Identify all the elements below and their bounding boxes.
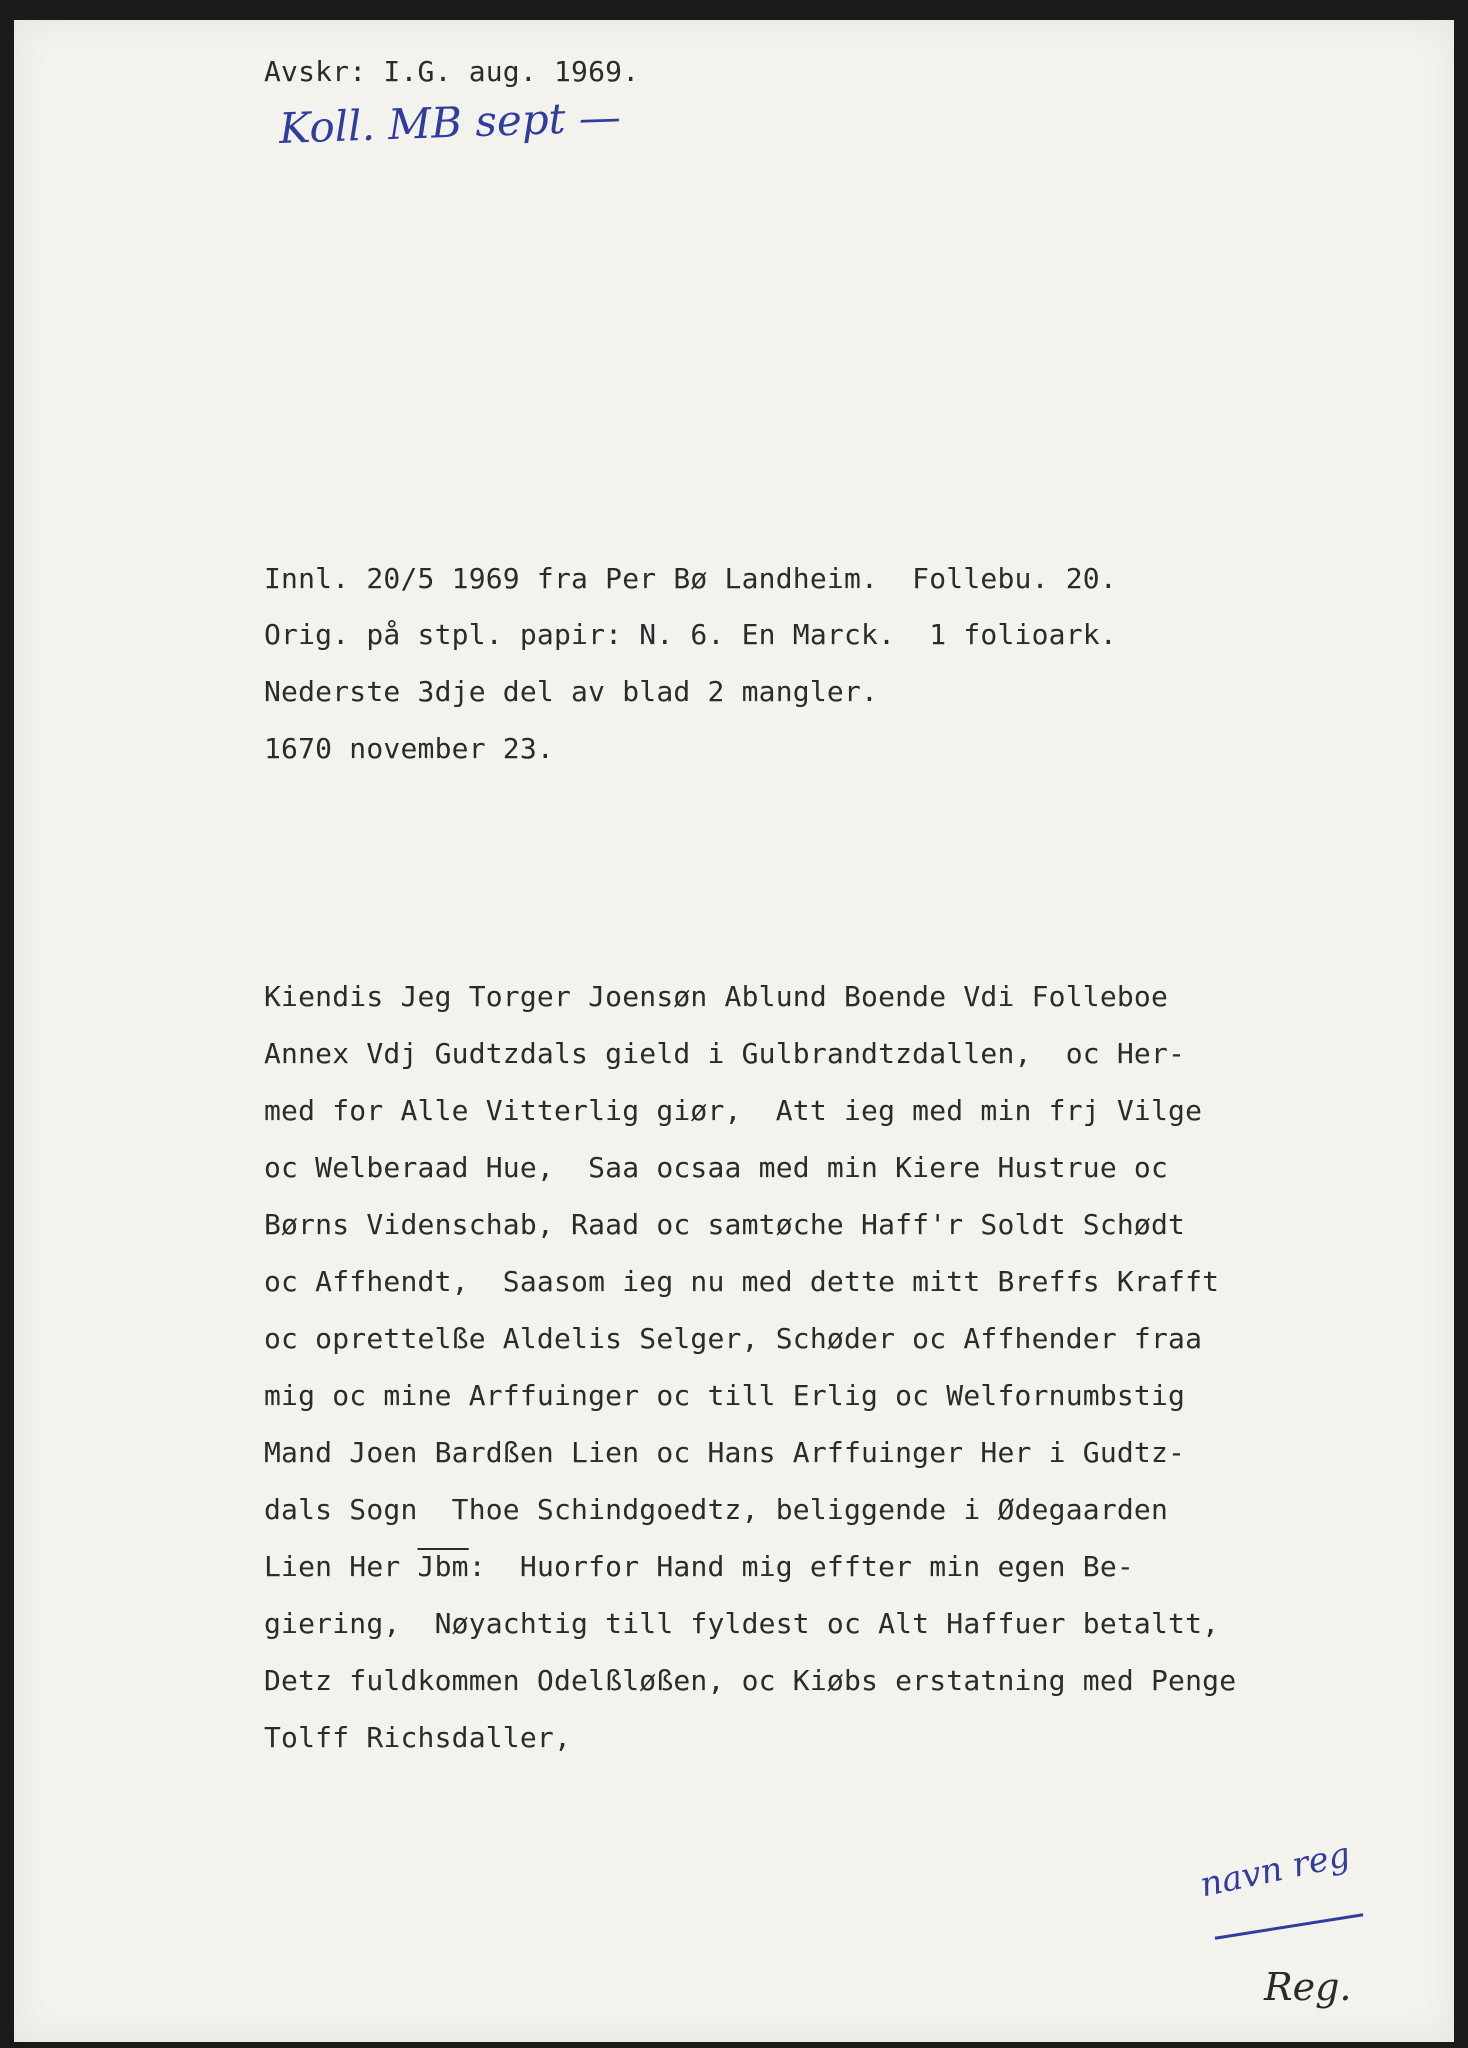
intro-line-1: Innl. 20/5 1969 fra Per Bø Landheim. Follebu. 20. bbox=[264, 562, 1117, 595]
transcription-line: oc oprettelße Aldelis Selger, Schøder oc Affhender fraa bbox=[264, 1322, 1203, 1355]
intro-line-2: Orig. på stpl. papir: N. 6. En Marck. 1 folioark. bbox=[264, 618, 1117, 651]
intro-line-3: Nederste 3dje del av blad 2 mangler. bbox=[264, 675, 879, 708]
transcription-line: Børns Videnschab, Raad oc samtøche Haff'r Soldt Schødt bbox=[264, 1208, 1186, 1241]
document-page bbox=[14, 20, 1454, 2042]
abbreviation-jbm: $\overline{Jbm}$ bbox=[417, 1550, 469, 1583]
transcription-line: Mand Joen Bardßen Lien oc Hans Arffuinger Her i Gudtz- bbox=[264, 1436, 1186, 1469]
line-prefix: Lien Her bbox=[264, 1550, 418, 1583]
line-suffix: : Huorfor Hand mig effter min egen Be- bbox=[468, 1550, 1134, 1583]
transcription-line: mig oc mine Arffuinger oc till Erlig oc Welfornumbstig bbox=[264, 1379, 1186, 1412]
transcription-line: med for Alle Vitterlig giør, Att ieg med min frj Vilge bbox=[264, 1094, 1203, 1127]
intro-line-4: 1670 november 23. bbox=[264, 732, 554, 765]
transcription-line: Tolff Richsdaller, bbox=[264, 1721, 572, 1754]
transcription-line: dals Sogn Thoe Schindgoedtz, beliggende i Ødegaarden bbox=[264, 1493, 1169, 1526]
header-handwritten-note: Koll. MB sept — bbox=[278, 92, 622, 153]
transcription-line: oc Welberaad Hue, Saa ocsaa med min Kiere Hustrue oc bbox=[264, 1151, 1169, 1184]
transcription-line-abbrev bbox=[264, 1550, 1134, 1583]
annotation-navn-reg: navn reg bbox=[1196, 1834, 1354, 1906]
annotation-reg: Reg. bbox=[1264, 1965, 1352, 2009]
transcription-line: giering, Nøyachtig till fyldest oc Alt Haffuer betaltt, bbox=[264, 1607, 1220, 1640]
header-typed: Avskr: I.G. aug. 1969. bbox=[264, 55, 640, 88]
transcription-line: Detz fuldkommen Odelßløßen, oc Kiøbs erstatning med Penge bbox=[264, 1664, 1237, 1697]
transcription-line: Annex Vdj Gudtzdals gield i Gulbrandtzdallen, oc Her- bbox=[264, 1037, 1186, 1070]
transcription-line: Kiendis Jeg Torger Joensøn Ablund Boende Vdi Folleboe bbox=[264, 980, 1169, 1013]
transcription-line: oc Affhendt, Saasom ieg nu med dette mitt Breffs Krafft bbox=[264, 1265, 1220, 1298]
annotation-underline bbox=[1215, 1913, 1364, 1939]
